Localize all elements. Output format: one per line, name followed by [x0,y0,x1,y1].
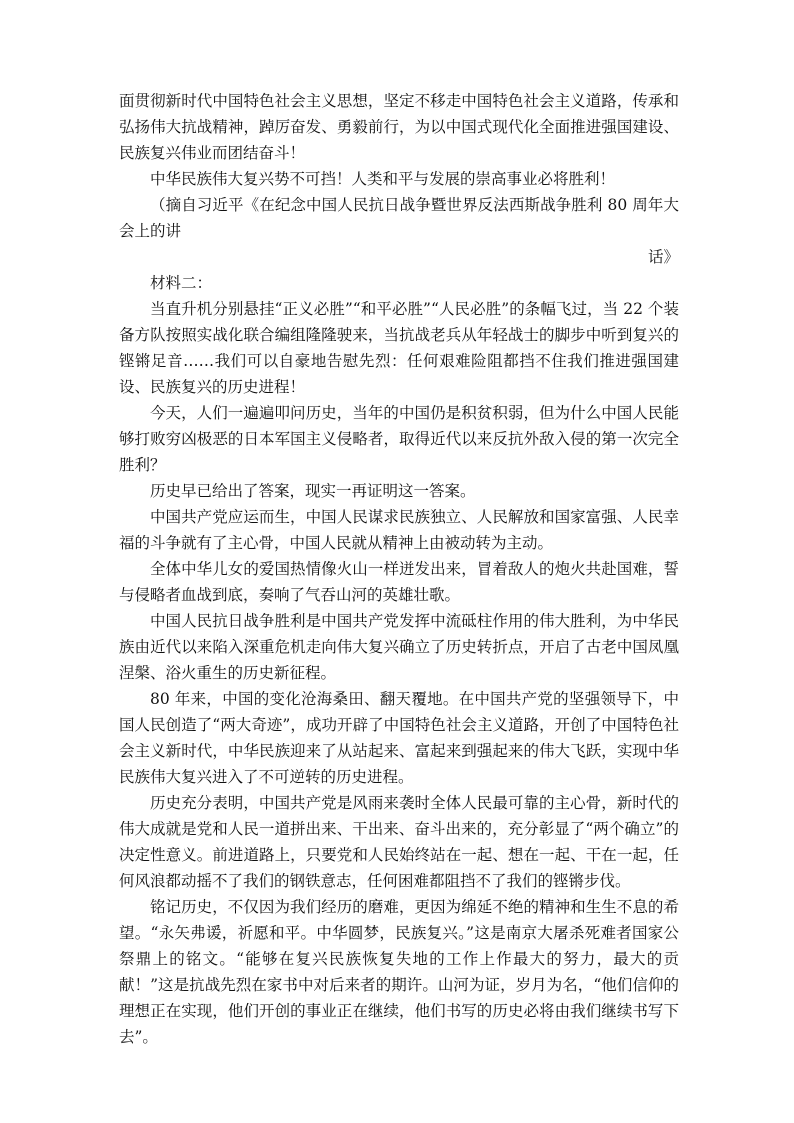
paragraph: 今天，人们一遍遍叩问历史，当年的中国仍是积贫积弱，但为什么中国人民能够打败穷凶极恶的日本军国主义侵略者，取得近代以来反抗外敌入侵的第一次完全胜利？ [119,404,679,474]
paragraph: 当直升机分别悬挂“正义必胜”“和平必胜”“人民必胜”的条幅飞过，当 22 个装备方队按照实战化联合编组隆隆驶来，当抗战老兵从年轻战士的脚步中听到复兴的铿锵足音……我们可以自豪地告慰先烈：任何艰难险阻都挡不住我们推进强国建设、民族复兴的历史进程！ [119,300,679,396]
document-body [119,88,679,1050]
source-citation: （摘自习近平《在纪念中国人民抗日战争暨世界反法西斯战争胜利 80 周年大会上的讲 [119,196,679,240]
paragraph: 全体中华儿女的爱国热情像火山一样迸发出来，冒着敌人的炮火共赴国难，誓与侵略者血战到底，奏响了气吞山河的英雄壮歌。 [119,560,679,604]
paragraph: 中国共产党应运而生，中国人民谋求民族独立、人民解放和国家富强、人民幸福的斗争就有了主心骨，中国人民就从精神上由被动转为主动。 [119,508,679,552]
material-two-heading: 材料二： [150,274,213,292]
paragraph: 历史充分表明，中国共产党是风雨来袭时全体人民最可靠的主心骨，新时代的伟大成就是党和人民一道拼出来、干出来、奋斗出来的，充分彰显了“两个确立”的决定性意义。前进道路上，只要党和人民始终站在一起、想在一起、干在一起，任何风浪都动摇不了我们的钢铁意志，任何困难都阻挡不了我们的铿锵步伐。 [119,794,679,890]
paragraph-slogan: 中华民族伟大复兴势不可挡！人类和平与发展的崇高事业必将胜利！ [150,170,616,188]
paragraph: 历史早已给出了答案，现实一再证明这一答案。 [150,482,476,500]
paragraph: 中国人民抗日战争胜利是中国共产党发挥中流砥柱作用的伟大胜利，为中华民族由近代以来陷入深重危机走向伟大复兴确立了历史转折点，开启了古老中国凤凰涅槃、浴火重生的历史新征程。 [119,612,679,682]
paragraph-continuation: 面贯彻新时代中国特色社会主义思想，坚定不移走中国特色社会主义道路，传承和弘扬伟大抗战精神，踔厉奋发、勇毅前行，为以中国式现代化全面推进强国建设、民族复兴伟业而团结奋斗！ [119,92,679,162]
paragraph: 80 年来，中国的变化沧海桑田、翻天覆地。在中国共产党的坚强领导下，中国人民创造了“两大奇迹”，成功开辟了中国特色社会主义道路，开创了中国特色社会主义新时代，中华民族迎来了从站起来、富起来到强起来的伟大飞跃，实现中华民族伟大复兴进入了不可逆转的历史进程。 [119,690,679,786]
paragraph: 铭记历史，不仅因为我们经历的磨难，更因为绵延不绝的精神和生生不息的希望。“永矢弗谖，祈愿和平。中华圆梦，民族复兴。”这是南京大屠杀死难者国家公祭鼎上的铭文。“能够在复兴民族恢复失地的工作上作最大的努力，最大的贡献！”这是抗战先烈在家书中对后来者的期许。山河为证，岁月为名，“他们信仰的理想正在实现，他们开创的事业正在继续，他们书写的历史必将由我们继续书写下去”。 [119,898,679,1046]
source-citation-end: 话》 [647,248,679,266]
